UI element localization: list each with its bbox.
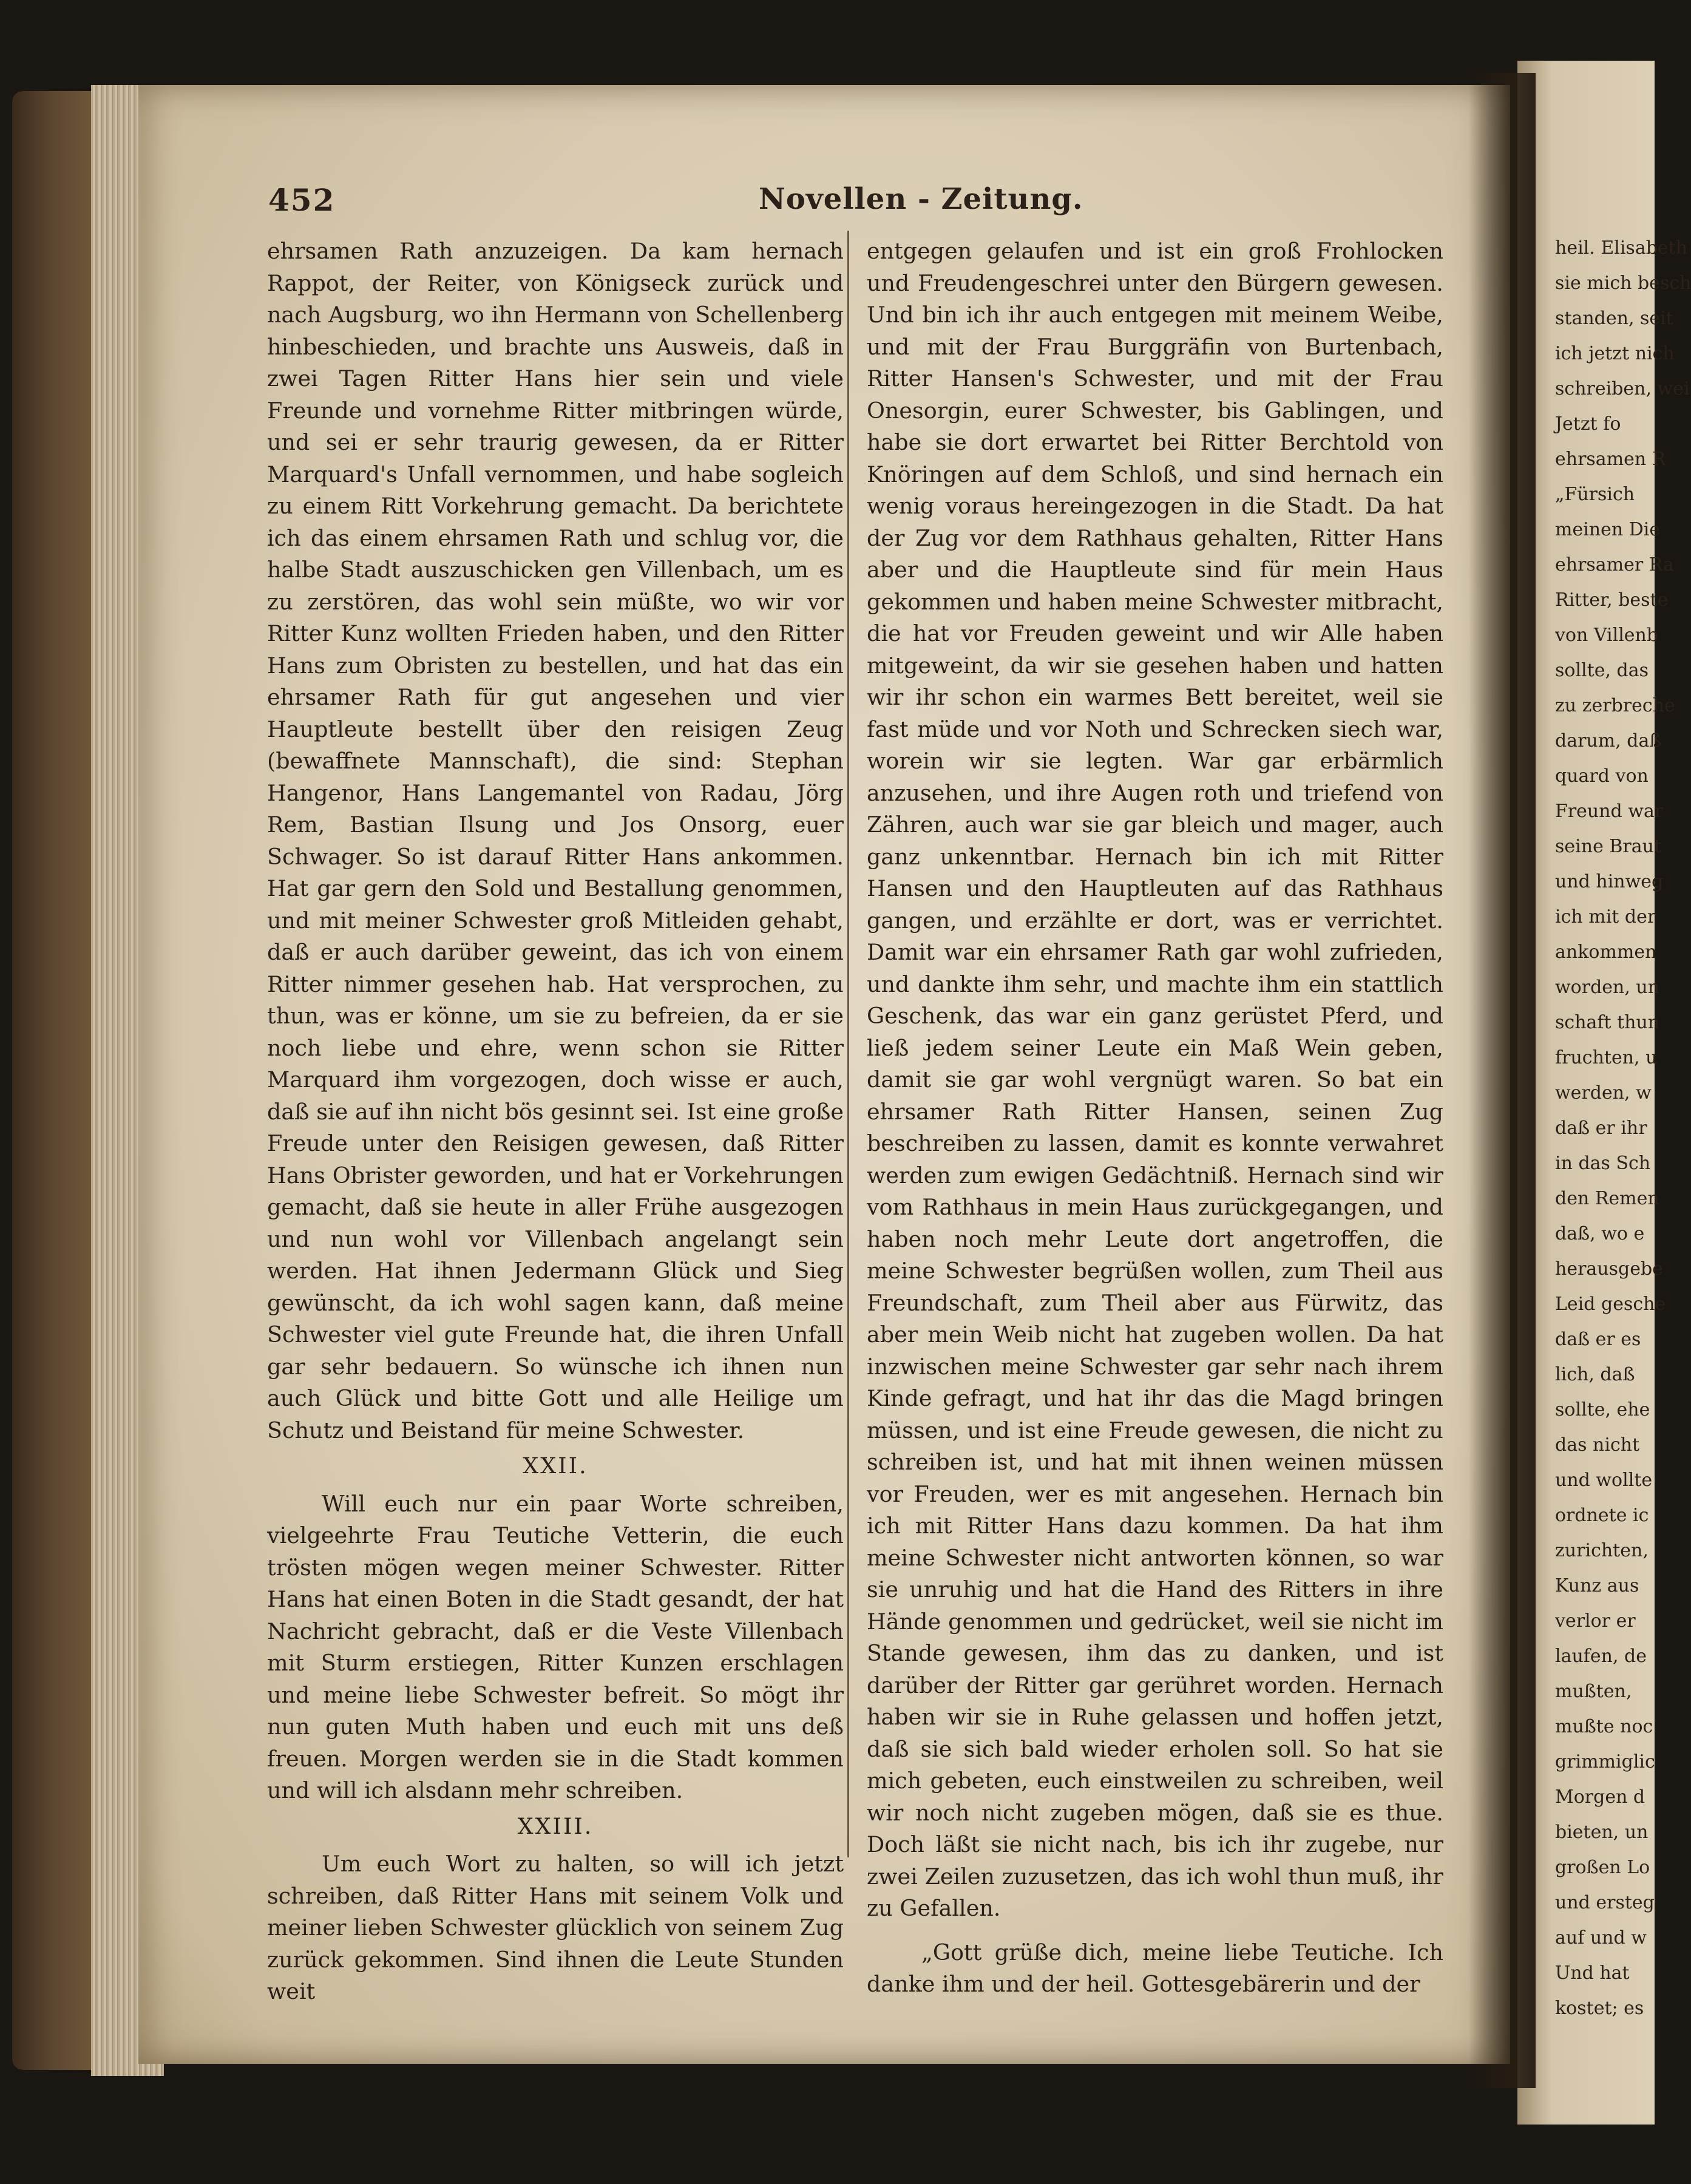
- adjacent-page-line: meinen Die: [1555, 519, 1661, 540]
- adjacent-page-line: in das Sch: [1555, 1153, 1651, 1174]
- adjacent-page-line: den Remen: [1555, 1188, 1659, 1209]
- adjacent-page-line: worden, un: [1555, 977, 1660, 998]
- adjacent-page-line: Jetzt fo: [1555, 413, 1621, 435]
- adjacent-page-line: Ritter, beste: [1555, 589, 1669, 611]
- adjacent-page-line: fruchten, u: [1555, 1047, 1658, 1068]
- adjacent-page-line: ordnete ic: [1555, 1505, 1649, 1526]
- page-number: 452: [268, 182, 336, 218]
- paragraph: Um euch Wort zu halten, so will ich jetzt schreiben, daß Ritter Hans mit seinem Volk und meiner lieben Schwester glücklich von seinem Zug zurück gekommen. Sind ihnen die Leute Stunden weit: [267, 1851, 844, 2004]
- paragraph: entgegen gelaufen und ist ein groß Frohlocken und Freudengeschrei unter den Bürgern gewesen. Und bin ich ihr auch entgegen mit meinem Weibe, und mit der Frau Burggräfin von Burtenbach, Ritter Hansen's Schwester, und mit der Frau Onesorgin, eurer Schwester, bis Gablingen, und habe sie dort erwartet bei Ritter Berchtold von Knöringen auf dem Schloß, und sind hernach ein wenig voraus hereingezogen in die Stadt. Da hat der Zug vor dem Rathhaus gehalten, Ritter Hans aber und die Hauptleute sind für mein Haus gekommen und haben meine Schwester mitbracht, die hat vor Freuden geweint und wir Alle haben mitgeweint, da wir sie gesehen haben und hatten wir ihr schon ein warmes Bett bereitet, weil sie fast müde und vor Noth und Schrecken siech war, worein wir sie legten. War gar erbärmlich anzusehen, und ihre Augen roth und triefend von Zähren, auch war sie gar bleich und mager, auch ganz unkenntbar. Hernach bin ich mit Ritter Hansen und den Hauptleuten auf das Rathhaus gangen, und erzählte er dort, was er verrichtet. Damit war ein ehrsamer Rath gar wohl zufrieden, und dankte ihm sehr, und machte ihm ein stattlich Geschenk, das war ein ganz gerüstet Pferd, und ließ jedem seiner Leute ein Maß Wein geben, damit sie gar wohl vergnügt waren. So bat ein ehrsamer Rath Ritter Hansen, seinen Zug beschreiben zu lassen, damit es konnte verwahret werden zum ewigen Gedächtniß. Hernach sind wir vom Rathhaus in mein Haus zurückgegangen, und haben noch mehr Leute dort angetroffen, die meine Schwester begrüßen wollen, zum Theil aus Freundschaft, zum Theil aber aus Fürwitz, das aber mein Weib nicht hat zugeben wollen. Da hat inzwischen meine Schwester gar sehr nach ihrem Kinde gefragt, und hat ihr das die Magd bringen müssen, und ist eine Freude gewesen, die nicht zu schreiben ist, und hat mit ihnen weinen müssen vor Freuden, wer es mit angesehen. Hernach bin ich mit Ritter Hans dazu kommen. Da hat ihm meine Schwester nicht antworten können, so war sie unruhig und hat die Hand des Ritters in ihre Hände genommen und gedrücket, weil sie nicht im Stande gewesen, ihm das zu danken, und ist darüber der Ritter gar gerühret worden. Hernach haben wir sie in Ruhe gelassen und hoffen jetzt, daß sie sich bald wieder erholen soll. So hat sie mich gebeten, euch einstweilen zu schreiben, weil wir noch nicht zugeben mögen, daß sie es thue. Doch läßt sie nicht nach, bis ich ihr zugebe, nur zwei Zeilen zuzusetzen, das ich wohl thun muß, ihr zu Gefallen.: [867, 238, 1443, 1921]
- adjacent-page-line: ehrsamer Ra: [1555, 554, 1674, 575]
- adjacent-page-line: sollte, das: [1555, 660, 1649, 681]
- adjacent-page-line: kostet; es: [1555, 1998, 1644, 2019]
- adjacent-page-line: das nicht: [1555, 1434, 1640, 1456]
- adjacent-page-line: großen Lo: [1555, 1857, 1650, 1878]
- paragraph: Will euch nur ein paar Worte schreiben, vielgeehrte Frau Teutiche Vetterin, die euch trösten mögen wegen meiner Schwester. Ritter Hans hat einen Boten in die Stadt gesandt, der hat Nachricht gebracht, daß er die Veste Villenbach mit Sturm erstiegen, Ritter Kunzen erschlagen und meine liebe Schwester befreit. So mögt ihr nun guten Muth haben und euch mit uns deß freuen. Morgen werden sie in die Stadt kommen und will ich alsdann mehr schreiben.: [267, 1490, 844, 1803]
- adjacent-page: [1517, 61, 1691, 2125]
- adjacent-page-line: „Fürsich: [1555, 484, 1635, 505]
- right-column: [867, 236, 1443, 2001]
- adjacent-page-line: Und hat: [1555, 1962, 1630, 1984]
- adjacent-page-line: werden, w: [1555, 1082, 1652, 1104]
- adjacent-page-line: von Villenb: [1555, 625, 1659, 646]
- paragraph: „Gott grüße dich, meine liebe Teutiche. Ich danke ihm und der heil. Gottesgebärerin und der: [867, 1939, 1443, 1997]
- adjacent-page-line: Morgen d: [1555, 1786, 1645, 1808]
- column-divider: [847, 231, 849, 1857]
- left-column: [267, 236, 844, 2008]
- adjacent-page-line: zurichten,: [1555, 1540, 1649, 1561]
- adjacent-page-text: [1555, 231, 1691, 2026]
- adjacent-page-line: mußte noc: [1555, 1716, 1653, 1737]
- adjacent-page-line: schreiben, wei: [1555, 378, 1690, 399]
- adjacent-page-line: ehrsamen R: [1555, 449, 1666, 470]
- section-heading: XXIII.: [517, 1813, 594, 1839]
- adjacent-page-line: heil. Elisabeth: [1555, 237, 1688, 259]
- adjacent-page-line: quard von: [1555, 765, 1649, 787]
- adjacent-page-line: daß er ihr: [1555, 1117, 1647, 1139]
- adjacent-page-line: ich mit der: [1555, 906, 1656, 928]
- adjacent-page-line: grimmiglic: [1555, 1751, 1655, 1772]
- adjacent-page-line: lich, daß: [1555, 1364, 1635, 1385]
- adjacent-page-line: herausgebe: [1555, 1258, 1663, 1280]
- adjacent-page-line: sollte, ehe: [1555, 1399, 1650, 1420]
- adjacent-page-line: seine Braut: [1555, 836, 1662, 857]
- adjacent-page-line: auf und w: [1555, 1927, 1647, 1948]
- adjacent-page-line: ankommen: [1555, 941, 1657, 963]
- section-heading: XXII.: [523, 1453, 588, 1479]
- adjacent-page-line: laufen, de: [1555, 1646, 1647, 1667]
- adjacent-page-line: darum, daß: [1555, 730, 1662, 751]
- running-title: Novellen - Zeitung.: [759, 182, 1083, 216]
- adjacent-page-line: und hinweg: [1555, 871, 1664, 892]
- adjacent-page-line: und wollte: [1555, 1470, 1653, 1491]
- adjacent-page-line: Leid gesche: [1555, 1294, 1666, 1315]
- adjacent-page-line: Freund war: [1555, 801, 1664, 822]
- adjacent-page-line: zu zerbreche: [1555, 695, 1675, 716]
- adjacent-page-line: bieten, un: [1555, 1822, 1649, 1843]
- adjacent-page-line: und ersteg: [1555, 1892, 1655, 1913]
- adjacent-page-line: sie mich besch: [1555, 273, 1691, 294]
- book-gutter: [1469, 73, 1536, 2088]
- adjacent-page-line: daß, wo e: [1555, 1223, 1645, 1244]
- adjacent-page-line: verlor er: [1555, 1610, 1636, 1632]
- paragraph: ehrsamen Rath anzuzeigen. Da kam hernach Rappot, der Reiter, von Königseck zurück und nach Augsburg, wo ihn Hermann von Schellenberg hinbeschieden, und brachte uns Ausweis, daß in zwei Tagen Ritter Hans hier sein und viele Freunde und vornehme Ritter mitbringen würde, und sei er sehr traurig gewesen, da er Ritter Marquard's Unfall vernommen, und habe sogleich zu einem Ritt Vorkehrung gemacht. Da berichtete ich das einem ehrsamen Rath und schlug vor, die halbe Stadt auszuschicken gen Villenbach, um es zu zerstören, das wohl sein müßte, wo wir vor Ritter Kunz wollten Frieden haben, und den Ritter Hans zum Obristen zu bestellen, und hat das ein ehrsamer Rath für gut angesehen und vier Hauptleute bestellt über den reisigen Zeug (bewaffnete Mannschaft), die sind: Stephan Hangenor, Hans Langemantel von Radau, Jörg Rem, Bastian Ilsung und Jos Onsorg, euer Schwager. So ist darauf Ritter Hans ankommen. Hat gar gern den Sold und Bestallung genommen, und mit meiner Schwester groß Mitleiden gehabt, daß er auch darüber geweint, das ich von einem Ritter nimmer gesehen hab. Hat versprochen, zu thun, was er könne, um sie zu befreien, da er sie noch liebe und ehre, wenn schon sie Ritter Marquard ihm vorgezogen, doch wisse er auch, daß sie auf ihn nicht bös gesinnt sei. Ist eine große Freude unter den Reisigen gewesen, daß Ritter Hans Obrister geworden, und hat er Vorkehrungen gemacht, daß sie heute in aller Frühe ausgezogen und nun wohl vor Villenbach angelangt sein werden. Hat ihnen Jedermann Glück und Sieg gewünscht, da ich wohl sagen kann, daß meine Schwester viel gute Freunde hat, die ihren Unfall gar sehr bedauern. So wünsche ich ihnen nun auch Glück und bitte Gott und alle Heilige um Schutz und Beistand für meine Schwester.: [267, 238, 844, 1443]
- adjacent-page-line: daß er es: [1555, 1329, 1641, 1350]
- adjacent-page-line: ich jetzt nich: [1555, 343, 1675, 364]
- adjacent-page-line: mußten,: [1555, 1681, 1632, 1702]
- adjacent-page-line: Kunz aus: [1555, 1575, 1639, 1596]
- adjacent-page-line: schaft thun: [1555, 1012, 1660, 1033]
- adjacent-page-line: standen, seit: [1555, 308, 1673, 329]
